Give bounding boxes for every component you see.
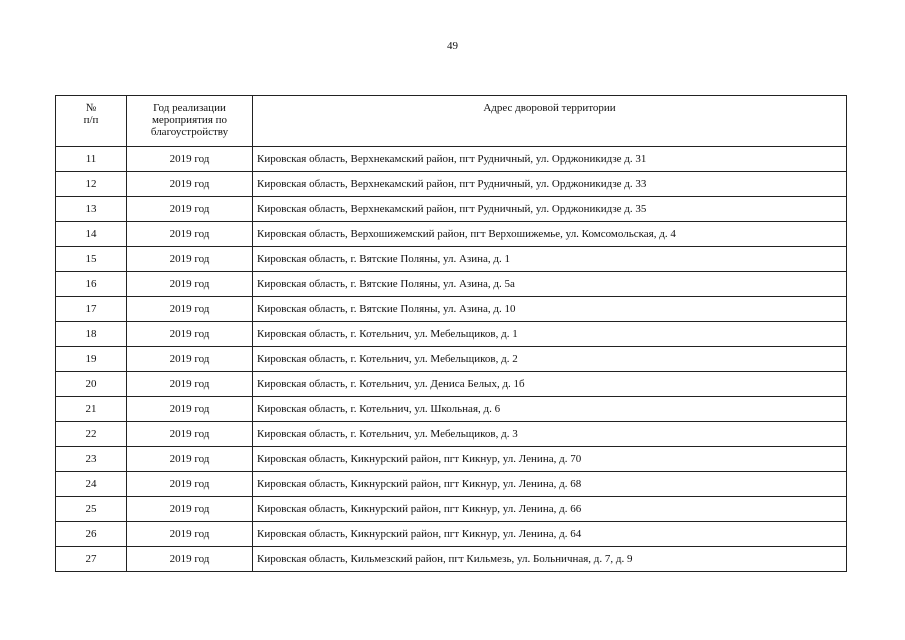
row-address: Кировская область, Кильмезский район, пгт Кильмезь, ул. Больничная, д. 7, д. 9 [253,547,847,572]
header-number [56,96,127,147]
row-year: 2019 год [127,547,253,572]
header-year-line: благоустройству [150,126,229,138]
row-number: 21 [56,397,127,422]
row-year: 2019 год [127,147,253,172]
row-number: 20 [56,372,127,397]
row-number: 13 [56,197,127,222]
table-row [56,222,847,247]
row-year: 2019 год [127,247,253,272]
row-year: 2019 год [127,372,253,397]
row-address: Кировская область, г. Вятские Поляны, ул. Азина, д. 10 [253,297,847,322]
row-number: 27 [56,547,127,572]
page-number: 49 [447,40,458,52]
row-number: 16 [56,272,127,297]
table-row [56,347,847,372]
row-address: Кировская область, Верхнекамский район, пгт Рудничный, ул. Орджоникидзе д. 31 [253,147,847,172]
address-table [55,95,847,572]
row-year: 2019 год [127,272,253,297]
header-number-line: № [85,102,97,114]
row-number: 19 [56,347,127,372]
table-row [56,522,847,547]
header-year-line: Год реализации [153,102,226,114]
row-address: Кировская область, Кикнурский район, пгт Кикнур, ул. Ленина, д. 68 [253,472,847,497]
row-address: Кировская область, г. Котельнич, ул. Школьная, д. 6 [253,397,847,422]
row-number: 22 [56,422,127,447]
table-row [56,472,847,497]
table-row [56,372,847,397]
table-row [56,197,847,222]
row-number: 12 [56,172,127,197]
row-number: 15 [56,247,127,272]
row-year: 2019 год [127,447,253,472]
row-year: 2019 год [127,172,253,197]
table-row [56,397,847,422]
row-year: 2019 год [127,222,253,247]
row-address: Кировская область, Верхнекамский район, пгт Рудничный, ул. Орджоникидзе д. 35 [253,197,847,222]
row-number: 17 [56,297,127,322]
table-row [56,447,847,472]
row-year: 2019 год [127,197,253,222]
table-row [56,147,847,172]
row-address: Кировская область, г. Котельнич, ул. Мебельщиков, д. 1 [253,322,847,347]
row-address: Кировская область, Кикнурский район, пгт Кикнур, ул. Ленина, д. 66 [253,497,847,522]
row-year: 2019 год [127,472,253,497]
header-number-line: п/п [83,114,99,126]
row-year: 2019 год [127,297,253,322]
row-address: Кировская область, Кикнурский район, пгт Кикнур, ул. Ленина, д. 64 [253,522,847,547]
table-row [56,297,847,322]
table-row [56,247,847,272]
header-year-line: мероприятия по [151,114,228,126]
row-year: 2019 год [127,347,253,372]
row-number: 14 [56,222,127,247]
row-address: Кировская область, г. Котельнич, ул. Дениса Белых, д. 1б [253,372,847,397]
row-year: 2019 год [127,422,253,447]
table-header-row [56,96,847,147]
row-year: 2019 год [127,397,253,422]
row-address: Кировская область, Верхнекамский район, пгт Рудничный, ул. Орджоникидзе д. 33 [253,172,847,197]
row-year: 2019 год [127,522,253,547]
table-row [56,322,847,347]
row-address: Кировская область, г. Вятские Поляны, ул. Азина, д. 5а [253,272,847,297]
row-year: 2019 год [127,497,253,522]
table-row [56,422,847,447]
table-body [56,147,847,572]
header-address: Адрес дворовой территории [253,96,847,147]
table-row [56,272,847,297]
row-address: Кировская область, Кикнурский район, пгт Кикнур, ул. Ленина, д. 70 [253,447,847,472]
row-address: Кировская область, г. Котельнич, ул. Мебельщиков, д. 2 [253,347,847,372]
row-year: 2019 год [127,322,253,347]
header-year [127,96,253,147]
row-number: 23 [56,447,127,472]
row-address: Кировская область, г. Котельнич, ул. Мебельщиков, д. 3 [253,422,847,447]
row-number: 18 [56,322,127,347]
table-row [56,497,847,522]
row-number: 11 [56,147,127,172]
row-number: 26 [56,522,127,547]
table-row [56,172,847,197]
row-number: 25 [56,497,127,522]
row-address: Кировская область, г. Вятские Поляны, ул. Азина, д. 1 [253,247,847,272]
row-number: 24 [56,472,127,497]
table-row [56,547,847,572]
row-address: Кировская область, Верхошижемский район, пгт Верхошижемье, ул. Комсомольская, д. 4 [253,222,847,247]
